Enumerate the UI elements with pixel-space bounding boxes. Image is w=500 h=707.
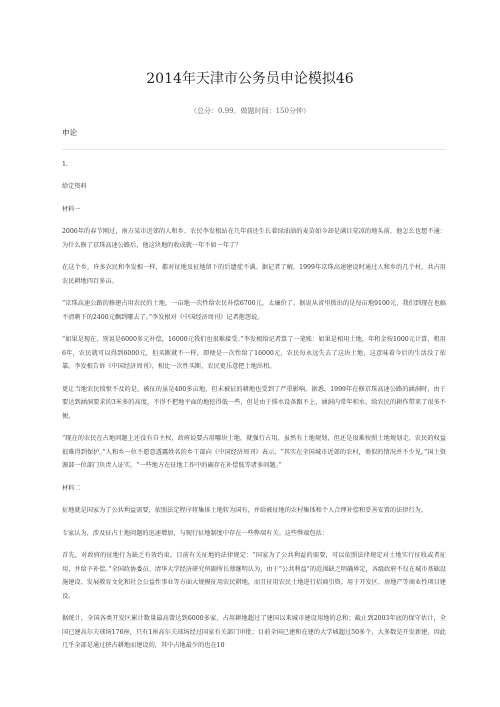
- material-2-paragraph-4: 据统计，全国各类开发区累计数量最高曾达到6000多家，占用耕地超过了建国以来城市建设用地的总和；截止到2003年底的保守估计，全国已建高尔夫球场176座，只有1座高尔夫球场经过国家有关部门审批；目前全国已建和在建的大学城超过50多个，大多数是开发新建，因此几乎全部是通过挤占耕地而建设的，其中占地最少的也在10: [62, 615, 446, 649]
- page-title: 2014年天津市公务员申论模拟46: [146, 71, 354, 87]
- material-2-paragraph-1: 征地就是国家为了公共利益需要，依照法定程序将集体土地转为国有，并给被征地的农村集体和个人合理补偿和妥善安置的法律行为。: [62, 507, 428, 514]
- material-1-paragraph-2: 在这个乡，许多农民和李发根一样，都对征地及征地留下的后遗症不满。据记者了解，1999年京珠高速建设时通过人和乡的几个村，共占用农民耕地四百多亩。: [62, 264, 446, 285]
- section-divider: [62, 149, 446, 150]
- material-1-paragraph-6: “现在的农民在占地问题上还没有自主权，政府说要占用哪块土地，就强行占用，虽然有土地规划，但还是很难按照土地规划走，农民的权益很难得到保护。”人和乡一位不愿意透露姓名的乡干部向《中国经济周刊》表示，“其实在全国城市近郊的农村，类似的情况并不少见。”国土资源部一位部门负责人证实，“一些地方在征地工作中的确存在补偿低等诸多问题。”: [62, 435, 446, 469]
- given-materials-label: 给定资料: [62, 183, 87, 190]
- material-1-paragraph-1: 2006年的春节刚过，南方某市近郊的人和乡、农民李发根站在几年前还生长着绿油油的麦苗如今却是满目荒凉的地头前，他怎么也想不通：为什么修了京珠高速公路后，他这块地的收成就一年不如一年了？: [62, 228, 446, 249]
- material-1-paragraph-3: “京珠高速公路的修建占用农民的土地，一亩地一次性给农民补偿6700元，太廉价了。据说从省里拨出的是每亩地9100元，我们到现在也搞不清剩下的2400元飘到哪去了。”李发根对《中国经济周刊》记者抱怨说。: [62, 300, 446, 321]
- material-2-paragraph-3: 首先，对政府的征地行为缺乏有效约束。目前有关征地的法律规定：“国家为了公共利益的需要，可以依照法律规定对土地实行征收或者征用，并给予补偿。”全国政协委员、清华大学经济研究所副所长蔡继明认为，由于“公共利益”的范围缺乏明确界定，各级政府不仅在城市基础设施建设、发展教育文化和社会公益性事业等方面大规模征用农民耕地，而且征用农民土地进行招商引资，用于开发区、房地产等商业性项目建设。: [62, 552, 446, 600]
- question-number: 1.: [62, 160, 68, 168]
- material-1-paragraph-4: “如果是现在，别说是6000多元补偿，16000元我们也很难接受。”李发根给记者算了一笔账：如果是相用土地，年租金按1000元计算，租用6年，农民就可以得到6000元，但买断就不一样，即便是一次性给了16000元，农民每永远失去了这块土地，这意味着今后的生活没了依靠。李发根告诉《中国经济周刊》，相比一次性买断，农民更乐意把土地出租。: [62, 336, 446, 370]
- material-2-label: 材料二: [62, 484, 81, 492]
- material-1-label: 材料一: [62, 205, 81, 213]
- material-1-paragraph-5: 更让当地农民愤恨不及的是，被征的虽是400多亩地，但未被征的耕地也受到了严重影响。据悉，1999年在修京珠高速公路的涵洞时，由于要达到涵洞要求的3米多的高度，不得不把地平面的地挖得低一些，但是由于排水设备跟不上，涵洞内常年积水，给农民的耕作带来了很多不便。: [62, 385, 446, 420]
- section-heading: 申论: [62, 128, 77, 137]
- exam-info: （总分：0.99，做题时间：150分钟）: [190, 107, 310, 115]
- document-body: [62, 126, 446, 662]
- material-2-paragraph-2: 专家认为，涉及征占土地问题的迅速增加，与现行征地制度中存在一些弊端有关。这些弊端包括：: [62, 529, 329, 537]
